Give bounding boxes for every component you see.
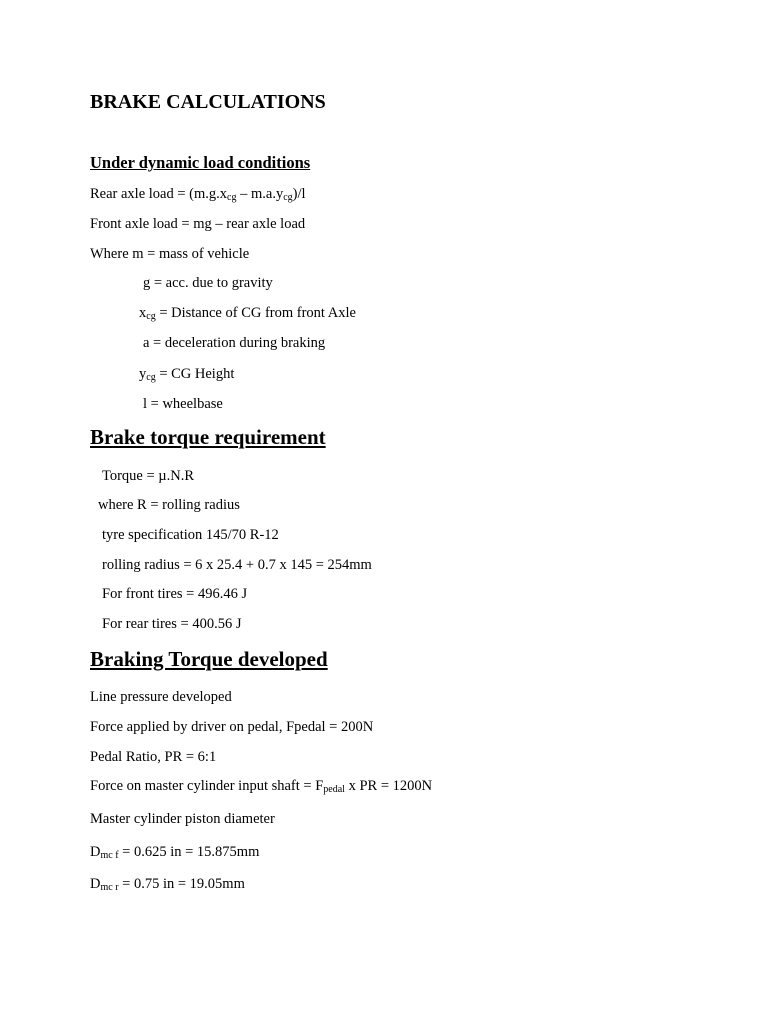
pedal-ratio-text: Pedal Ratio, PR = 6:1	[90, 749, 217, 765]
master-cylinder-force: Force on master cylinder input shaft = $F_{pedal}$ x PR = 1200N	[90, 778, 433, 795]
rear-mc-diameter: $D_{mc r} = 0.75$ in = 19.05mm	[90, 876, 245, 893]
variable-definition-m: Where m = mass of vehicle	[90, 246, 250, 262]
master-cylinder-diameter-heading: Master cylinder piston diameter	[90, 811, 275, 827]
page-title: BRAKE CALCULATIONS	[90, 91, 326, 113]
section-heading-dynamic-load: Under dynamic load conditions	[90, 153, 311, 172]
section-heading-torque-requirement: Brake torque requirement	[90, 425, 326, 449]
front-mc-diameter: $D_{mc f} = 0.625$ in = 15.875mm	[90, 844, 260, 861]
rolling-radius-calc: rolling radius = 6 x 25.4 + 0.7 x 145 = 254mm	[102, 557, 372, 573]
variable-definition-xcg: $x_{cg}$ = Distance of CG from front Axle	[139, 305, 356, 322]
front-tires-torque: For front tires = 496.46 J	[102, 586, 248, 602]
variable-definition-g: g = acc. due to gravity	[143, 275, 273, 291]
line-pressure-text: Line pressure developed	[90, 689, 232, 705]
rear-tires-torque: For rear tires = 400.56 J	[102, 616, 242, 632]
variable-definition-l: l = wheelbase	[143, 396, 223, 412]
section-heading-torque-developed: Braking Torque developed	[90, 647, 328, 671]
torque-formula: Torque = µ.N.R	[102, 468, 195, 484]
front-axle-load-formula: Front axle load = mg – rear axle load	[90, 216, 306, 232]
tyre-specification: tyre specification 145/70 R-12	[102, 527, 279, 543]
pedal-force-text: Force applied by driver on pedal, Fpedal = 200N	[90, 719, 374, 735]
variable-definition-ycg: $y_{cg}$ = CG Height	[139, 366, 235, 383]
rear-axle-load-formula: Rear axle load = $(m.g.x_{cg} - m.a.y_{cg})/l$	[90, 186, 306, 203]
rolling-radius-definition: where R = rolling radius	[98, 497, 240, 513]
variable-definition-a: a = deceleration during braking	[143, 335, 326, 351]
